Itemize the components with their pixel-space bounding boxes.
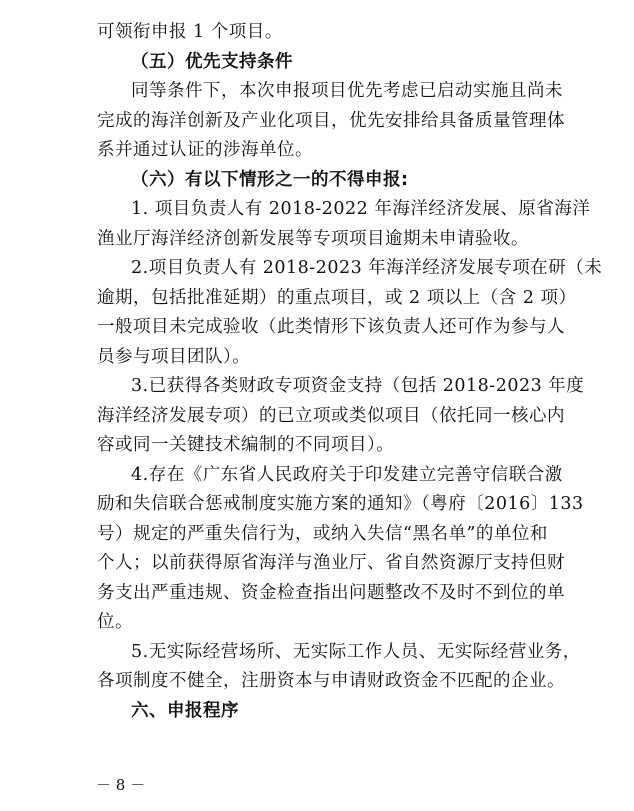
text-line: 渔业厅海洋经济创新发展等专项项目逾期未申请验收。: [97, 228, 529, 249]
text-line: 4.存在《广东省人民政府关于印发建立完善守信联合激: [131, 464, 563, 485]
text-line: 位。: [97, 612, 133, 632]
text-line: 系并通过认证的涉海单位。: [97, 140, 313, 160]
text-line: 员参与项目团队）。: [97, 346, 251, 367]
text-line: 可领衔申报 1 个项目。: [97, 22, 283, 42]
section-heading: 六、申报程序: [131, 700, 239, 721]
text-line: 海洋经济发展专项）的已立项或类似项目（依托同一核心内: [97, 405, 565, 426]
text-line: 2.项目负责人有 2018-2023 年海洋经济发展专项在研（未: [131, 258, 603, 278]
text-line: 各项制度不健全，注册资本与申请财政资金不匹配的企业。: [97, 671, 565, 691]
section-heading: （五）优先支持条件: [131, 51, 293, 72]
text-line: 个人；以前获得原省海洋与渔业厅、省自然资源厅支持但财: [97, 553, 565, 573]
text-line: 务支出严重违规、资金检查指出问题整改不及时不到位的单: [97, 582, 565, 603]
text-line: 1. 项目负责人有 2018-2022 年海洋经济发展、原省海洋: [131, 199, 591, 219]
text-line: 一般项目未完成验收（此类情形下该负责人还可作为参与人: [97, 317, 565, 337]
text-line: 5.无实际经营场所、无实际工作人员、无实际经营业务，: [131, 641, 581, 662]
text-line: 逾期，包括批准延期）的重点项目，或 2 项以上（含 2 项）: [97, 287, 577, 308]
text-line: 号）规定的严重失信行为，或纳入失信“黑名单”的单位和: [97, 523, 548, 544]
text-line: 同等条件下，本次申报项目优先考虑已启动实施且尚未: [131, 81, 563, 101]
text-line: 容或同一关键技术编制的不同项目）。: [97, 435, 395, 455]
text-line: 3.已获得各类财政专项资金支持（包括 2018-2023 年度: [131, 376, 585, 396]
section-heading: （六）有以下情形之一的不得申报:: [131, 169, 409, 190]
text-line: 完成的海洋创新及产业化项目，优先安排给具备质量管理体: [97, 110, 565, 131]
page-number: － 8 －: [96, 776, 146, 794]
text-line: 励和失信联合惩戒制度实施方案的通知》（粤府〔2016〕133: [97, 494, 584, 514]
